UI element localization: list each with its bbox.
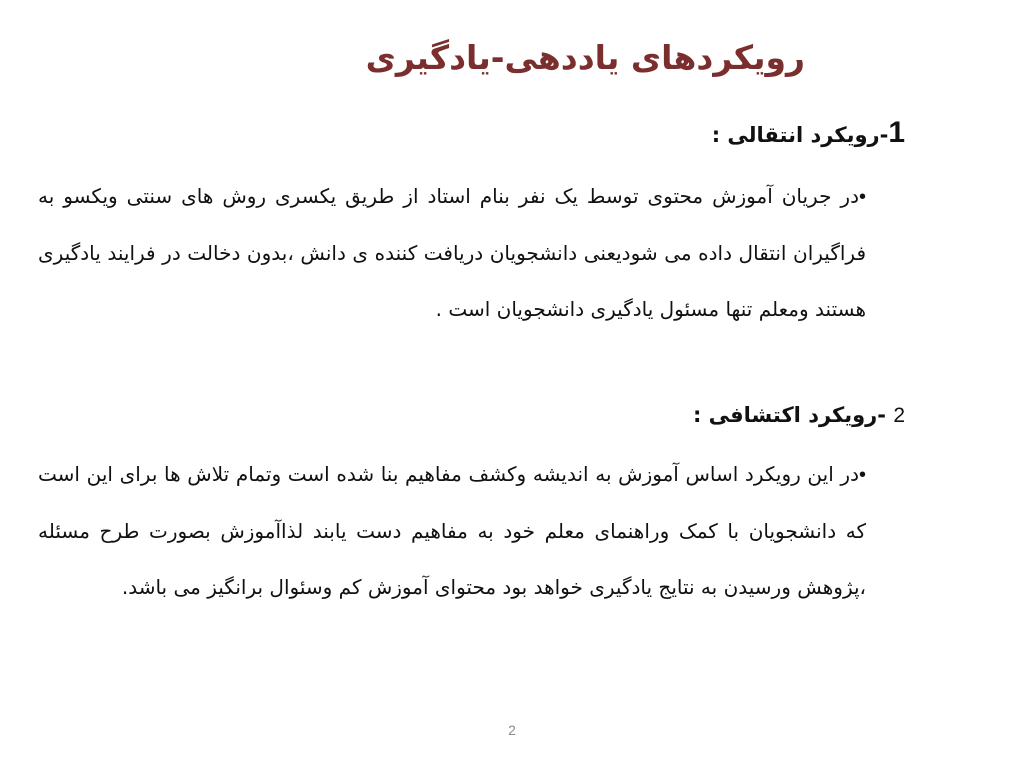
page-number: 2 bbox=[508, 722, 516, 738]
section-1-number: 1 bbox=[888, 116, 905, 149]
section-1-paragraph bbox=[38, 168, 866, 337]
bullet-icon: • bbox=[858, 186, 866, 208]
bullet-icon: • bbox=[858, 464, 866, 486]
section-2-heading bbox=[305, 400, 905, 431]
section-2-paragraph bbox=[38, 446, 866, 615]
section-1-heading-text: -رویکرد انتقالی : bbox=[711, 123, 889, 147]
section-2-heading-text: -رویکرد اکتشافی : bbox=[692, 403, 894, 427]
section-1-paragraph-text: در جریان آموزش محتوی توسط یک نفر بنام استاد از طریق یکسری روش های سنتی ویکسو به فراگیران انتقال داده می شودیعنی دانشجویان دریافت کننده ی دانش ،بدون دخالت در فرایند یادگیری هستند ومعلم تنها مسئول یادگیری دانشجویان است . bbox=[38, 184, 866, 321]
slide-title: رویکردهای یاددهی-یادگیری bbox=[365, 38, 805, 77]
section-1-heading bbox=[305, 118, 905, 150]
section-2-number: 2 bbox=[893, 404, 905, 427]
section-2-paragraph-text: در این رویکرد اساس آموزش به اندیشه وکشف مفاهیم بنا شده است وتمام تلاش ها برای این است که دانشجویان با کمک وراهنمای معلم خود به مفاهیم دست یابند لذاآموزش بصورت طرح مسئله ،پژوهش ورسیدن به نتایج یادگیری خواهد بود محتوای آموزش کم وسئوال برانگیز می باشد. bbox=[38, 462, 866, 599]
